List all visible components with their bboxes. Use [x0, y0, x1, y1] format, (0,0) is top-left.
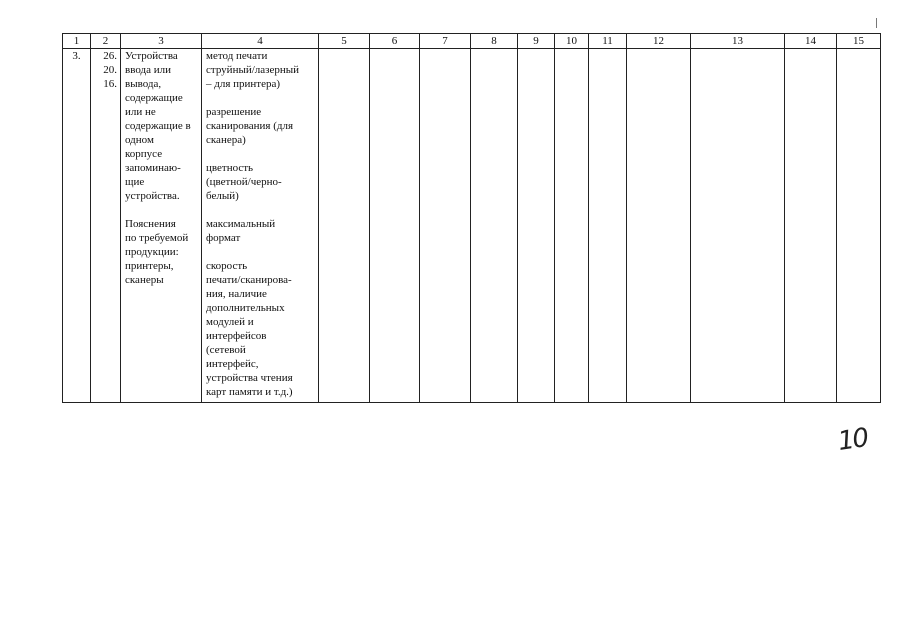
cell-line: белый) [206, 190, 239, 202]
col-header-14: 14 [785, 34, 837, 49]
cell-col-15 [837, 49, 881, 403]
col-header-8: 8 [471, 34, 518, 49]
cell-line: печати/сканирова- [206, 274, 292, 286]
cell-line: сканера) [206, 134, 246, 146]
cell-line: щие [125, 176, 145, 188]
cell-line: ввода или [125, 64, 171, 76]
cell-col-9 [518, 49, 555, 403]
cell-line: интерфейсов [206, 330, 267, 342]
cell-line: по требуемой [125, 232, 189, 244]
cell-line: устройства. [125, 190, 180, 202]
cell-line: 20. [103, 64, 117, 76]
cell-col-14 [785, 49, 837, 403]
cell-col-6 [370, 49, 420, 403]
cell-line: цветность [206, 162, 254, 174]
cell-line: Устройства [125, 50, 178, 62]
cell-line: одном [125, 134, 154, 146]
col-header-1: 1 [63, 34, 91, 49]
cell-line: (сетевой [206, 344, 246, 356]
cell-line: сканеры [125, 274, 164, 286]
col-header-15: 15 [837, 34, 881, 49]
table-row [63, 49, 881, 403]
col-header-13: 13 [691, 34, 785, 49]
cell-line: корпусе [125, 148, 163, 160]
cell-line: метод печати [206, 50, 268, 62]
cell-line: Пояснения [125, 218, 176, 230]
cell-code [91, 49, 121, 403]
cell-line: скорость [206, 260, 248, 272]
col-header-4: 4 [202, 34, 319, 49]
cell-line: 3. [72, 50, 81, 62]
cell-line: 26. [103, 50, 117, 62]
cell-col-5 [319, 49, 370, 403]
cell-line: струйный/лазерный [206, 64, 300, 76]
cell-line: устройства чтения [206, 372, 293, 384]
cell-col-11 [589, 49, 627, 403]
cell-line: ния, наличие [206, 288, 267, 300]
specification-table [62, 33, 881, 403]
cell-line [206, 91, 318, 105]
cell-line: 16. [103, 78, 117, 90]
scan-edge-mark [876, 18, 877, 28]
cell-line: максимальный [206, 218, 276, 230]
col-header-11: 11 [589, 34, 627, 49]
cell-line: вывода, [125, 78, 162, 90]
cell-line: запоминаю- [125, 162, 181, 174]
handwritten-page-number: 10 [836, 423, 870, 457]
cell-characteristics [202, 49, 319, 403]
col-header-3: 3 [121, 34, 202, 49]
cell-line: интерфейс, [206, 358, 259, 370]
cell-product-name [121, 49, 202, 403]
col-header-6: 6 [370, 34, 420, 49]
col-header-9: 9 [518, 34, 555, 49]
cell-line: – для принтера) [206, 78, 281, 90]
cell-line: или не [125, 106, 156, 118]
cell-col-8 [471, 49, 518, 403]
cell-line [206, 203, 318, 217]
col-header-5: 5 [319, 34, 370, 49]
cell-line: сканирования (для [206, 120, 294, 132]
cell-line: содержащие в [125, 120, 191, 132]
cell-line [125, 203, 201, 217]
cell-line: принтеры, [125, 260, 174, 272]
cell-line [206, 147, 318, 161]
col-header-10: 10 [555, 34, 589, 49]
cell-line: разрешение [206, 106, 262, 118]
cell-line [206, 245, 318, 259]
cell-line: дополнительных [206, 302, 285, 314]
cell-line: содержащие [125, 92, 183, 104]
cell-col-13 [691, 49, 785, 403]
cell-line: (цветной/черно- [206, 176, 282, 188]
cell-line: карт памяти и т.д.) [206, 386, 293, 398]
cell-col-7 [420, 49, 471, 403]
cell-col-10 [555, 49, 589, 403]
cell-row-number [63, 49, 91, 403]
cell-col-12 [627, 49, 691, 403]
cell-line: модулей и [206, 316, 254, 328]
header-row [63, 34, 881, 49]
col-header-2: 2 [91, 34, 121, 49]
col-header-12: 12 [627, 34, 691, 49]
cell-line: продукции: [125, 246, 179, 258]
col-header-7: 7 [420, 34, 471, 49]
cell-line: формат [206, 232, 241, 244]
